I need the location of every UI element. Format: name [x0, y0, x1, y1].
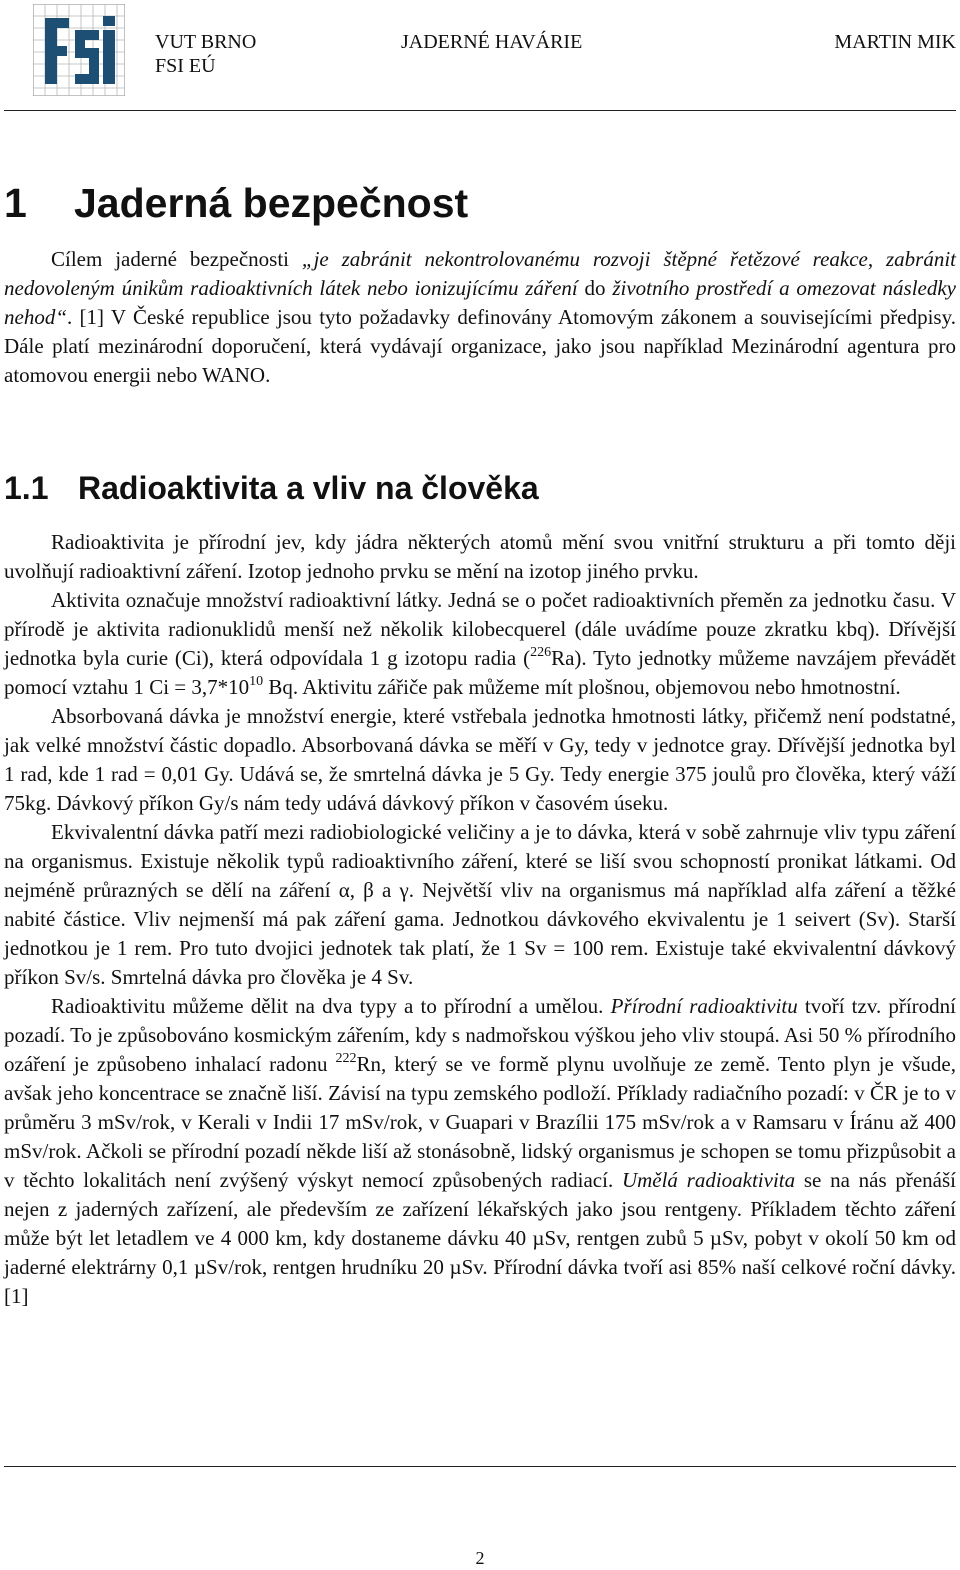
text-run: do	[577, 276, 613, 300]
text-run: Absorbovaná dávka je množství energie, které vstřebala jednotka hmotnosti látky, přičemž není podstatné, jak velké množství částic dopadlo. Absorbovaná dávka se měří v Gy, tedy v jednotce gray. Dřívější jednotka byl 1 rad, kde 1 rad = 0,01 Gy. Udává se, že smrtelná dávka je 5 Gy. Tedy energie 375 joulů pro člověka, který váží 75kg. Dávkový příkon Gy/s nám tedy udává dávkový příkon v časovém úseku.	[4, 704, 956, 815]
section-body	[4, 528, 956, 1311]
text-run: Radioaktivita je přírodní jev, kdy jádra některých atomů mění svou vnitřní strukturu a při tomto ději uvolňují radioaktivní záření. Izotop jednoho prvku se mění na izotop jiného prvku.	[4, 530, 956, 583]
text-run: tvoří tzv. přírodní pozadí. To je způsobováno kosmickým zářením, kdy s nadmořskou výškou jeho vliv stoupá. Asi 50 % přírodního ozáření je způsobeno inhalací radonu	[4, 994, 956, 1076]
text-run: Cílem jaderné bezpečnosti	[51, 247, 302, 271]
paragraph-natural-artificial	[4, 992, 956, 1311]
header-divider	[4, 110, 956, 111]
section-title: Radioaktivita a vliv na člověka	[78, 470, 539, 506]
quote-italic: životního prostředí a omezovat následky nehod“	[4, 276, 956, 329]
text-run: Aktivita označuje množství radioaktivní látky. Jedná se o počet radioaktivních přeměn za jednotku času. V přírodě je aktivita radionuklidů menší než několik kilobecquerel (dále uvádíme pouze zkratku kbq). Dřívější jednotka byla curie (Ci), která odpovídala 1 g izotopu radia (	[4, 588, 956, 670]
text-run: . [1] V České republice jsou tyto požadavky definovány Atomovým zákonem a souvisejícími předpisy. Dále platí mezinárodní doporučení, která vydávají organizace, jako jsou například Mezinárodní agentura pro atomovou energii nebo WANO.	[4, 305, 956, 387]
footer-divider	[4, 1466, 956, 1467]
term-italic: Přírodní radioaktivitu	[610, 994, 798, 1018]
chapter-intro	[4, 245, 956, 390]
chapter-number: 1	[4, 180, 27, 226]
header-institution	[155, 30, 256, 78]
text-run: Ra). Tyto jednotky můžeme navzájem převádět pomocí vztahu 1 Ci = 3,7*10	[4, 646, 956, 699]
chapter-heading	[4, 176, 468, 230]
fsi-logo	[33, 4, 125, 96]
superscript: 222	[335, 1051, 357, 1066]
quote-italic: „je zabránit nekontrolovanému rozvoji štěpné řetězové reakce, zabránit nedovoleným únikům radioaktivních látek nebo ionizujícímu záření	[4, 247, 957, 300]
superscript: 10	[249, 674, 264, 689]
paragraph-absorbed-dose	[4, 702, 956, 818]
paragraph-equivalent-dose	[4, 818, 956, 992]
chapter-title: Jaderná bezpečnost	[74, 180, 469, 226]
superscript: 226	[530, 645, 552, 660]
section-number: 1.1	[4, 470, 49, 506]
paragraph-activity	[4, 586, 956, 702]
text-run: Radioaktivitu můžeme dělit na dva typy a to přírodní a umělou.	[51, 994, 611, 1018]
text-run: se na nás přenáší nejen z jaderných zařízení, ale především ze zařízení lékařských jako jsou rentgeny. Příkladem těchto záření může být let letadlem ve 4 000 km, kdy dostaneme dávku 40 µSv, rentgen zubů 5 µSv, pobyt v okolí 50 km od jaderné elektrárny 0,1 µSv/rok, rentgen hrudníku 20 µSv. Přírodní dávka tvoří asi 85% naší celkové roční dávky. [1]	[4, 1168, 956, 1308]
header-faculty: FSI EÚ	[155, 55, 216, 77]
intro-paragraph	[4, 245, 956, 390]
header-university: VUT BRNO	[155, 31, 257, 53]
section-heading	[4, 466, 539, 510]
text-run: Ekvivalentní dávka patří mezi radiobiologické veličiny a je to dávka, která v sobě zahrnuje vliv typu záření na organismus. Existuje několik typů radioaktivního záření, které se liší svou schopností pronikat látkami. Od nejméně průrazných se dělí na záření α, β a γ. Největší vliv na organismus má například alfa záření a těžké nabité částice. Vliv nejmenší má pak záření gama. Jednotkou dávkového ekvivalentu je 1 seivert (Sv). Starší jednotkou je 1 rem. Pro tuto dvojici jednotek tak platí, že 1 Sv = 100 rem. Existuje také ekvivalentní dávkový příkon Sv/s. Smrtelná dávka pro člověka je 4 Sv.	[4, 820, 956, 989]
header-title: JADERNÉ HAVÁRIE	[401, 31, 583, 53]
header-author: MARTIN MIK	[834, 31, 956, 53]
paragraph-radioactivity	[4, 528, 956, 586]
text-run: Rn, který se ve formě plynu uvolňuje ze země. Tento plyn je všude, avšak jeho koncentrace se značně liší. Závisí na typu zemského podloží. Příklady radiačního pozadí: v ČR je to v průměru 3 mSv/rok, v Kerali v Indii 17 mSv/rok, v Guapari v Brazílii 175 mSv/rok a v Ramsaru v Íránu až 400 mSv/rok. Ačkoli se přírodní pozadí někde liší až stonásobně, lidský organismus je schopen se tomu přizpůsobit a v těchto lokalitách není zvýšený výskyt nemocí způsobených radiací.	[4, 1052, 956, 1192]
page-header	[0, 0, 960, 112]
page-number: 2	[475, 1548, 485, 1568]
text-run: Bq. Aktivitu zářiče pak můžeme mít plošnou, objemovou nebo hmotnostní.	[263, 675, 901, 699]
term-italic: Umělá radioaktivita	[621, 1168, 796, 1192]
